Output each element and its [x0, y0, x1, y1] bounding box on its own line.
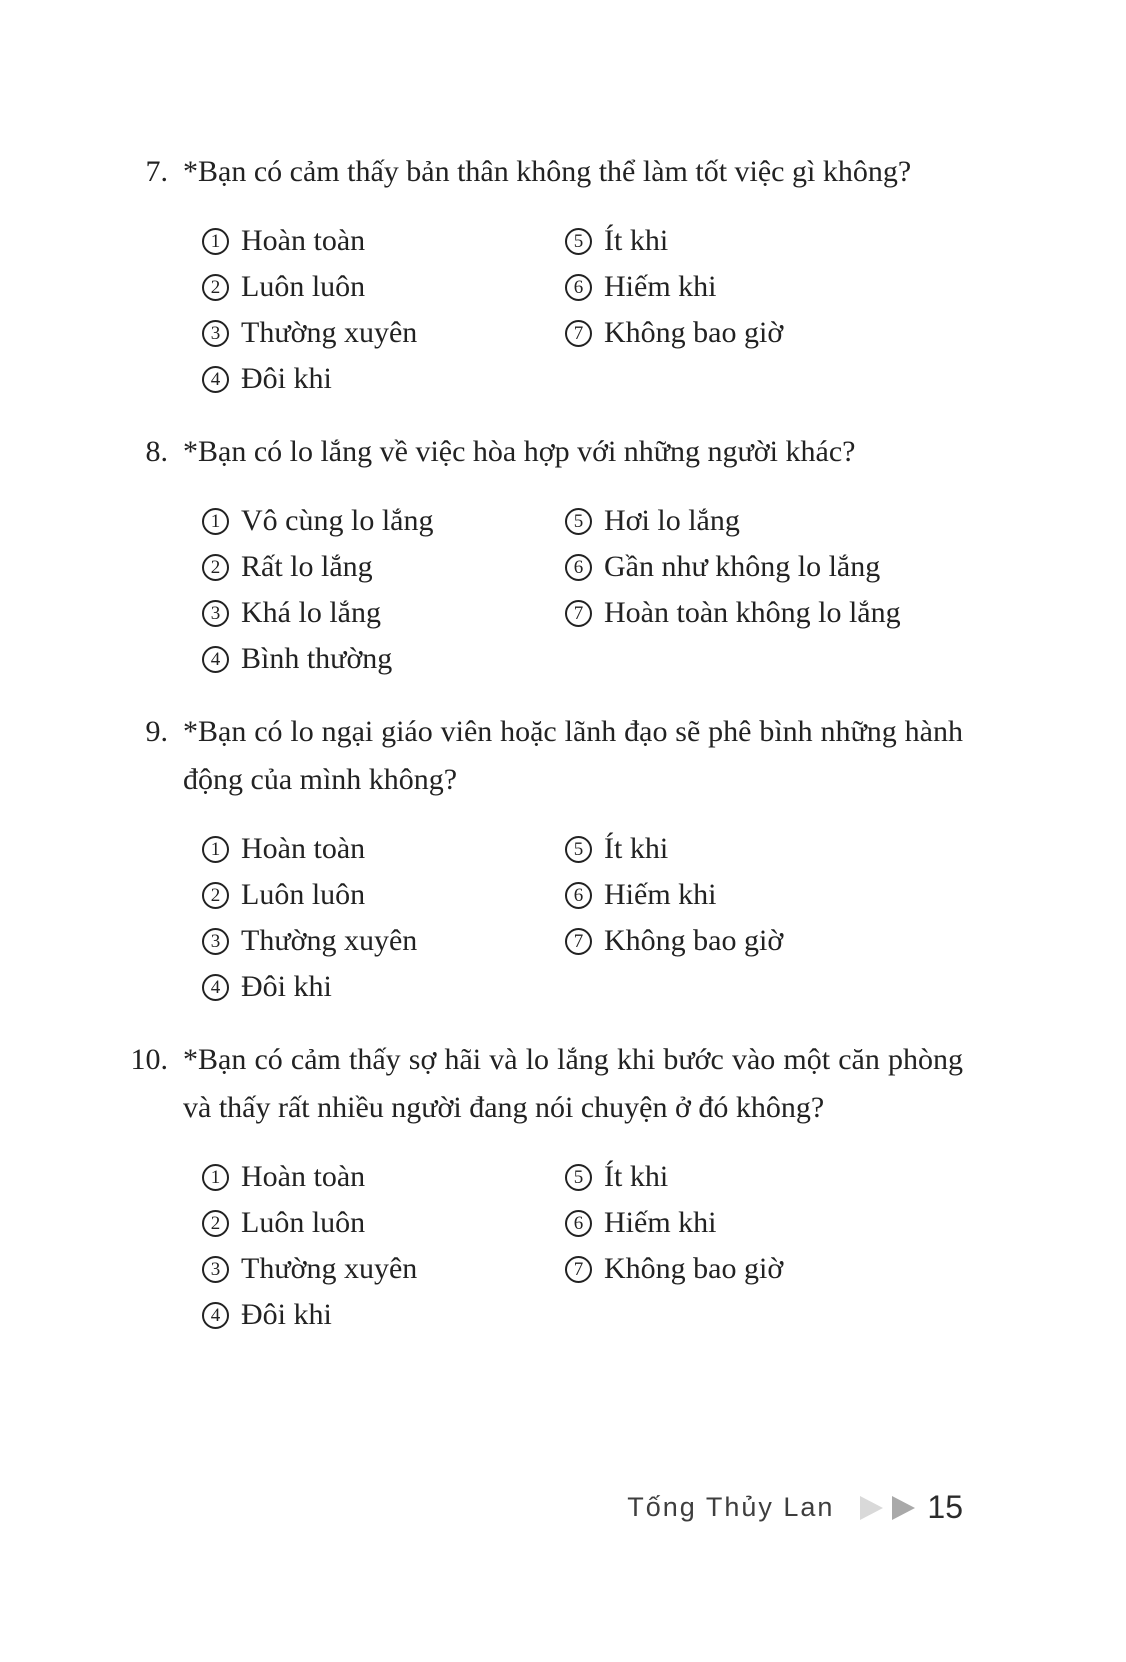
circled-number-icon	[202, 600, 229, 627]
option-row	[565, 264, 963, 310]
circled-number-icon	[202, 366, 229, 393]
option-number: 6	[573, 884, 584, 906]
option-number: 1	[210, 230, 221, 252]
option-label: Hơi lo lắng	[604, 504, 740, 537]
circled-number-icon	[202, 1164, 229, 1191]
circled-number-icon	[202, 836, 229, 863]
option-number: 2	[210, 276, 221, 298]
question-text: *Bạn có cảm thấy sợ hãi và lo lắng khi bước vào một căn phòng và thấy rất nhiều người đang nói chuyện ở đó không?	[183, 1043, 963, 1124]
circled-number-icon	[202, 882, 229, 909]
option-label: Gần như không lo lắng	[604, 550, 881, 583]
option-row	[565, 826, 963, 872]
option-number: 7	[573, 1258, 584, 1280]
option-row	[565, 1246, 963, 1292]
option-number: 7	[573, 930, 584, 952]
option-number: 3	[210, 930, 221, 952]
circled-number-icon	[565, 1256, 592, 1283]
option-number: 3	[210, 322, 221, 344]
option-row	[202, 918, 565, 964]
option-row	[565, 872, 963, 918]
circled-number-icon	[202, 928, 229, 955]
option-row	[565, 498, 963, 544]
option-label: Thường xuyên	[241, 1252, 418, 1285]
option-label: Bình thường	[241, 642, 393, 675]
circled-number-icon	[202, 274, 229, 301]
option-number: 7	[573, 602, 584, 624]
option-row	[565, 218, 963, 264]
option-row	[565, 918, 963, 964]
option-number: 3	[210, 1258, 221, 1280]
option-label: Ít khi	[604, 224, 669, 257]
option-number: 5	[573, 230, 584, 252]
question-block	[127, 428, 963, 682]
option-number: 4	[210, 368, 221, 390]
option-row	[202, 636, 565, 682]
circled-number-icon	[202, 1210, 229, 1237]
options-list	[202, 826, 963, 1010]
page-content	[127, 148, 963, 1364]
option-label: Khá lo lắng	[241, 596, 381, 629]
question-block	[127, 708, 963, 1010]
option-label: Không bao giờ	[604, 924, 784, 957]
option-label: Ít khi	[604, 832, 669, 865]
option-label: Luôn luôn	[241, 270, 366, 303]
option-number: 6	[573, 556, 584, 578]
option-label: Không bao giờ	[604, 1252, 784, 1285]
option-label: Rất lo lắng	[241, 550, 373, 583]
circled-number-icon	[565, 554, 592, 581]
circled-number-icon	[202, 1256, 229, 1283]
options-list	[202, 498, 963, 682]
option-number: 1	[210, 510, 221, 532]
question-number: 7.	[145, 155, 168, 188]
option-row	[202, 1200, 565, 1246]
circled-number-icon	[202, 554, 229, 581]
option-row	[202, 356, 565, 402]
question-block	[127, 148, 963, 402]
option-row	[202, 218, 565, 264]
author-name: Tống Thủy Lan	[627, 1492, 835, 1522]
circled-number-icon	[202, 974, 229, 1001]
option-label: Vô cùng lo lắng	[241, 504, 434, 537]
option-number: 4	[210, 648, 221, 670]
option-row	[202, 590, 565, 636]
question-text: *Bạn có cảm thấy bản thân không thể làm tốt việc gì không?	[183, 155, 912, 188]
circled-number-icon	[565, 320, 592, 347]
page-footer	[627, 1489, 963, 1526]
question-number: 10.	[130, 1043, 168, 1076]
page-arrow-dark-icon	[892, 1496, 915, 1520]
options-list	[202, 218, 963, 402]
page-arrow-light-icon	[860, 1496, 883, 1520]
option-row	[565, 1200, 963, 1246]
option-label: Đôi khi	[241, 362, 332, 395]
options-list	[202, 1154, 963, 1338]
option-number: 1	[210, 838, 221, 860]
circled-number-icon	[565, 1164, 592, 1191]
question-block	[127, 1036, 963, 1338]
option-number: 7	[573, 322, 584, 344]
option-row	[202, 264, 565, 310]
option-row	[202, 1246, 565, 1292]
option-label: Luôn luôn	[241, 878, 366, 911]
question-number: 9.	[145, 715, 168, 748]
option-label: Hoàn toàn không lo lắng	[604, 596, 901, 629]
option-number: 2	[210, 884, 221, 906]
option-label: Đôi khi	[241, 970, 332, 1003]
option-row	[202, 964, 565, 1010]
option-label: Hiếm khi	[604, 1206, 717, 1239]
question-text: *Bạn có lo lắng về việc hòa hợp với những người khác?	[183, 435, 856, 468]
question-number: 8.	[145, 435, 168, 468]
option-row	[202, 872, 565, 918]
option-number: 2	[210, 1212, 221, 1234]
circled-number-icon	[565, 882, 592, 909]
circled-number-icon	[202, 508, 229, 535]
option-number: 5	[573, 1166, 584, 1188]
option-number: 6	[573, 1212, 584, 1234]
option-number: 4	[210, 1304, 221, 1326]
option-number: 2	[210, 556, 221, 578]
circled-number-icon	[202, 228, 229, 255]
option-label: Ít khi	[604, 1160, 669, 1193]
circled-number-icon	[565, 508, 592, 535]
circled-number-icon	[202, 320, 229, 347]
option-label: Hiếm khi	[604, 270, 717, 303]
circled-number-icon	[565, 228, 592, 255]
option-row	[565, 590, 963, 636]
option-label: Đôi khi	[241, 1298, 332, 1331]
option-row	[202, 310, 565, 356]
option-number: 1	[210, 1166, 221, 1188]
option-label: Thường xuyên	[241, 316, 418, 349]
option-label: Hoàn toàn	[241, 832, 366, 865]
option-row	[565, 1154, 963, 1200]
option-number: 6	[573, 276, 584, 298]
option-number: 4	[210, 976, 221, 998]
option-row	[202, 498, 565, 544]
option-number: 5	[573, 838, 584, 860]
option-label: Không bao giờ	[604, 316, 784, 349]
circled-number-icon	[565, 928, 592, 955]
option-row	[202, 544, 565, 590]
option-row	[565, 310, 963, 356]
option-label: Luôn luôn	[241, 1206, 366, 1239]
circled-number-icon	[202, 646, 229, 673]
circled-number-icon	[565, 274, 592, 301]
option-row	[202, 826, 565, 872]
option-row	[202, 1292, 565, 1338]
option-label: Hiếm khi	[604, 878, 717, 911]
circled-number-icon	[565, 600, 592, 627]
option-row	[202, 1154, 565, 1200]
option-label: Hoàn toàn	[241, 1160, 366, 1193]
page-number: 15	[927, 1489, 963, 1525]
question-text: *Bạn có lo ngại giáo viên hoặc lãnh đạo sẽ phê bình những hành động của mình không?	[183, 715, 963, 796]
circled-number-icon	[565, 1210, 592, 1237]
circled-number-icon	[202, 1302, 229, 1329]
option-number: 5	[573, 510, 584, 532]
option-label: Hoàn toàn	[241, 224, 366, 257]
circled-number-icon	[565, 836, 592, 863]
option-number: 3	[210, 602, 221, 624]
option-row	[565, 544, 963, 590]
option-label: Thường xuyên	[241, 924, 418, 957]
